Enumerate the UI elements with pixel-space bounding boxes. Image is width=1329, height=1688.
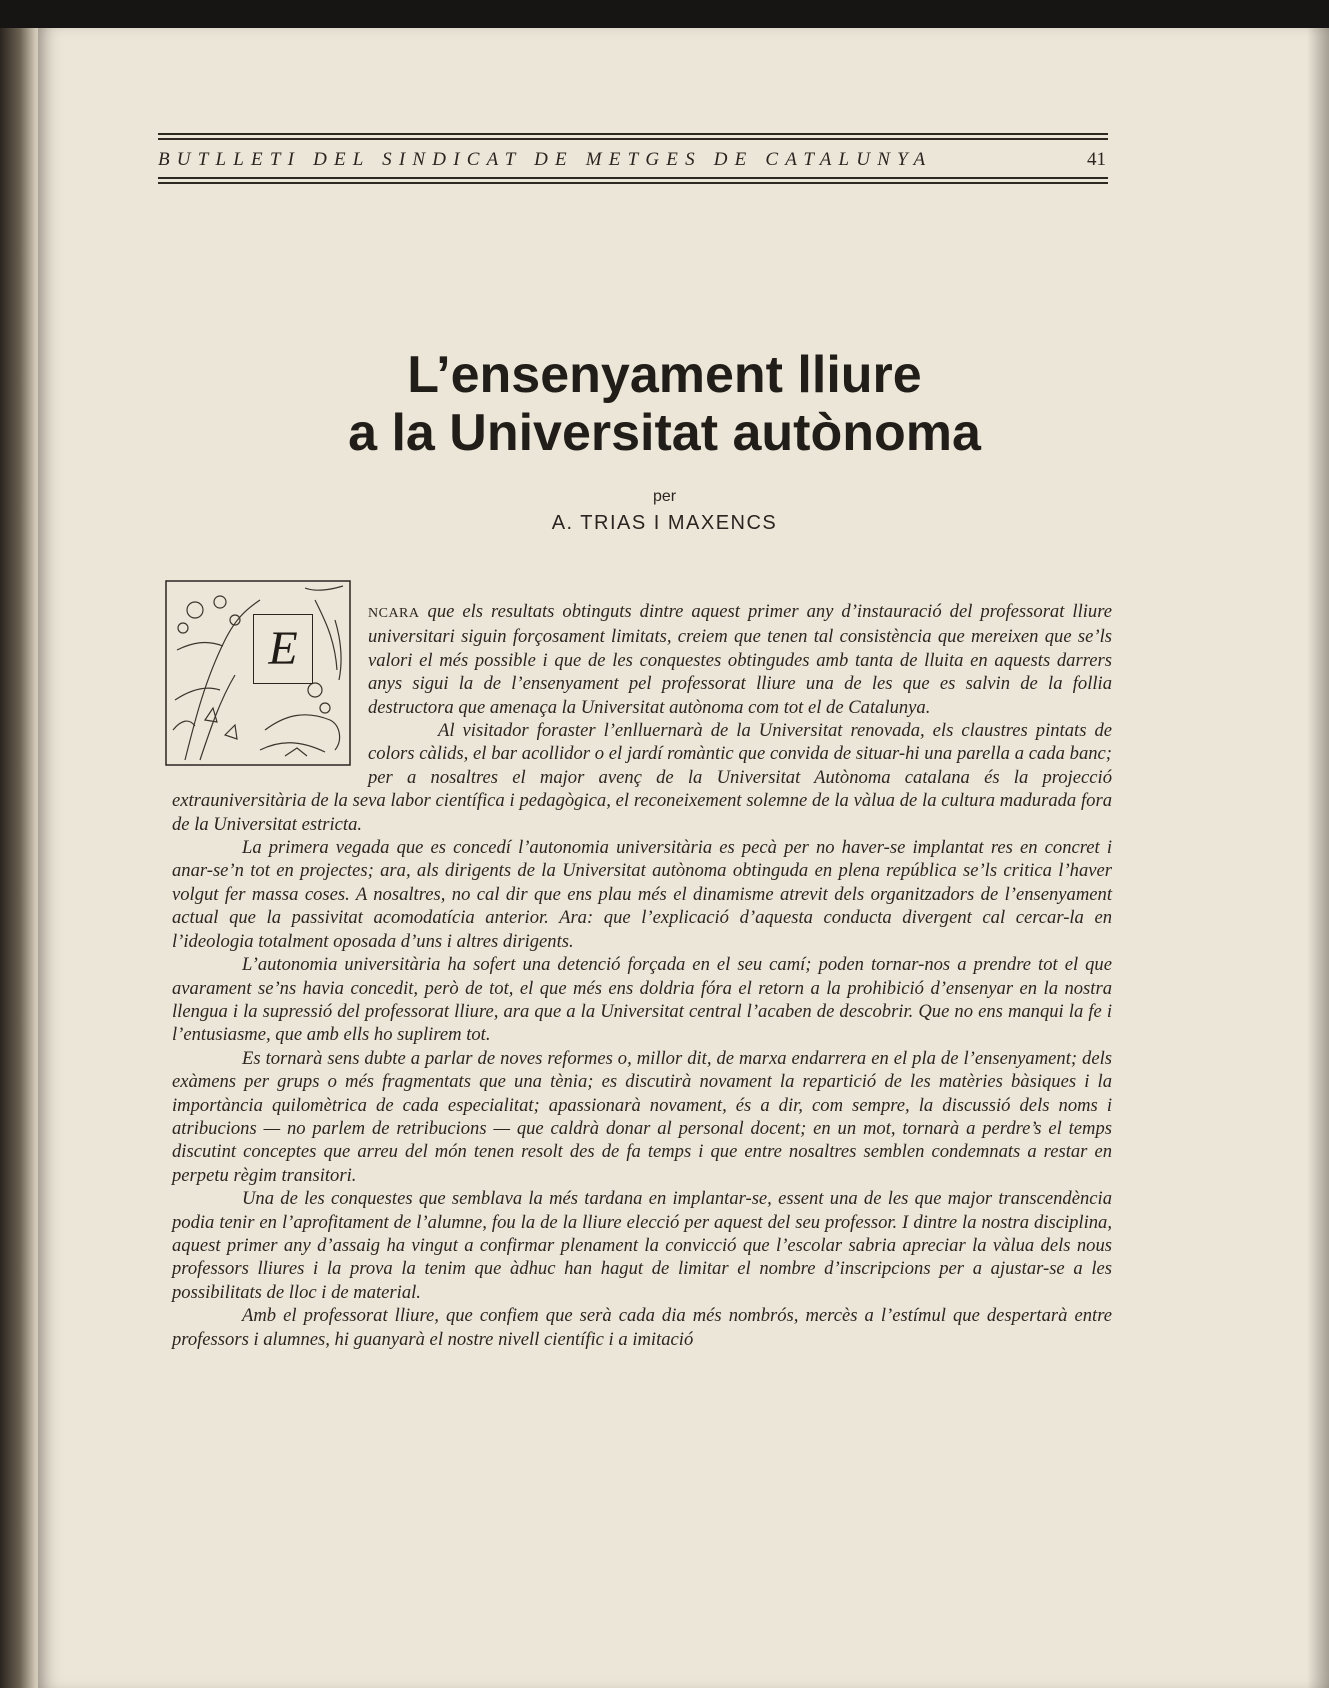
paragraph-7: Amb el professorat lliure, que confiem que serà cada dia més nombrós, mercès a l’estímul que despertarà entre professors i alumnes, hi guanyarà el nostre nivell científic i a imitació	[172, 1305, 1112, 1350]
header-rule-top	[158, 133, 1108, 135]
paragraph-2: Al visitador foraster l’enlluernarà de la Universitat renovada, els claustres pintats de colors càlids, el bar acollidor o el jardí romàntic que convida de situar-hi una parella a cada banc; per a nosaltres el major avenç de la Universitat Autònoma catalana és la projecció extrauniversitària de la seva labor científica i pedagògica, el reconeixement solemne de la vàlua de la cultura madurada fora de la Universitat estricta.	[172, 720, 1112, 835]
page-number: 41	[1087, 149, 1106, 170]
page-edge-shadow	[1307, 28, 1329, 1688]
article-title-line-2: a la Universitat autònoma	[348, 404, 981, 462]
article-title-line-1: L’ensenyament lliure	[407, 346, 922, 404]
running-title: BUTLLETI DEL SINDICAT DE METGES DE CATALUNYA	[158, 149, 933, 170]
header-rule-top-thin	[158, 138, 1108, 140]
header-line	[158, 143, 1108, 177]
running-header	[158, 133, 1108, 184]
paragraph-5: Es tornarà sens dubte a parlar de noves reformes o, millor dit, de marxa endarrera en el pla de l’ensenyament; dels exàmens per grups o més fragmentats que una tènia; es discutirà novament la repartició de les matèries bàsiques i la importància quilomètrica de cada especialitat; apassionarà novament, és a dir, com sempre, la discussió dels noms i atribucions — no parlem de retribucions — que caldrà donar al personal docent; en un mot, tornarà a perdre’s el temps discutint conceptes que arreu del món tenen resolt des de fa temps i que entre nosaltres semblen condemnats a restar en perpetu règim transitori.	[172, 1047, 1112, 1186]
drop-cap-initial: E	[253, 614, 313, 684]
header-rule-bottom	[158, 177, 1108, 179]
paragraph-6: Una de les conquestes que semblava la més tardana en implantar-se, essent una de les que major transcendència podia tenir en l’aprofitament de l’alumne, fou la de la lliure elecció per aquest del seu professor. I dintre la nostra disciplina, aquest primer any d’assaig ha vingut a confirmar plenament la convicció que l’escolar sabria apreciar la vàlua dels nous professors lliures i la prova la tenim que àdhuc han hagut de limitar el nombre d’inscripcions per a ajustar-se a les possibilitats de lloc i de material.	[172, 1188, 1112, 1303]
byline-author: A. TRIAS I MAXENCS	[551, 512, 778, 534]
first-word-rest: NCARA	[368, 606, 420, 621]
header-rule-bottom-thin	[158, 182, 1108, 184]
paragraph-3: La primera vegada que es concedí l’autonomia universitària es pecà per no haver-se implantat res en concret i anar-se’n tot en projectes; ara, als dirigents de la Universitat autònoma obtinguda en plena república se’ls critica l’haver volgut fer massa coses. A nosaltres, no cal dir que ens plau més el dinamisme atrevit dels organitzadors de l’ensenyament actual que la passivitat acomodatícia anterior. Ara: que l’explicació d’aquesta conducta divergent cal cercar-la en l’ideologia totalment oposada d’uns i altres dirigents.	[172, 837, 1112, 952]
initial-spacer	[172, 600, 368, 780]
paragraph-4: L’autonomia universitària ha sofert una detenció forçada en el seu camí; poden tornar-nos a prendre tot el que avarament se’ns havia concedit, però de tot, el que més ens doldria fóra el retorn a la prohibició d’ensenyar en la nostra llengua i la supressió del professorat lliure, ara que a la Universitat central l’acaben de descobrir. Que no ens manqui la fe i l’entusiasme, que amb ells ho suplirem tot.	[172, 954, 1112, 1046]
article-title	[0, 346, 1329, 462]
byline-per: per	[652, 488, 677, 505]
paragraph-1-text: que els resultats obtinguts dintre aquest primer any d’instauració del professorat lliure universitari siguin forçosament limitats, creiem que tenen tal consistència que mereixen que se’ls valori el més possible i que de les conquestes obtingudes amb tanta de lluita en aquests darrers anys sigui la de l’ensenyament pel professorat lliure una de les que es salvin de la follia destructora que amenaça la Universitat autònoma com tot el de Catalunya.	[368, 601, 1112, 718]
article-body	[172, 600, 1112, 1351]
